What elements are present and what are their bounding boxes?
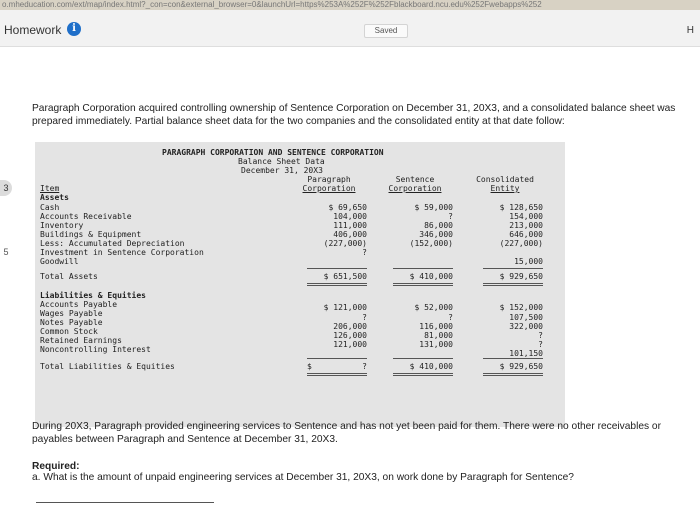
cell-sentence: 116,000: [419, 322, 453, 331]
cell-sentence: 81,000: [424, 331, 453, 340]
cell-paragraph: 206,000: [333, 322, 367, 331]
total-assets-paragraph: $ 651,500: [323, 272, 367, 281]
cell-consolidated: ?: [538, 340, 543, 349]
liabilities-header: Liabilities & Equities: [40, 291, 146, 300]
required-label: Required:: [32, 461, 80, 472]
rule: [393, 268, 453, 269]
rule: [307, 268, 367, 269]
rule: [307, 375, 367, 376]
header-right-text: H: [686, 25, 694, 36]
total-assets-consolidated: $ 929,650: [499, 272, 543, 281]
cell-consolidated: ?: [538, 331, 543, 340]
row-label: Common Stock: [40, 327, 98, 336]
problem-context: During 20X3, Paragraph provided engineering services to Sentence and has not yet been paid for them. There were no other receivables or payables between Paragraph and Sentence at December 31, 20X3.: [32, 421, 661, 445]
col-header-paragraph-sub: Corporation: [302, 184, 356, 193]
rule: [307, 358, 367, 359]
cell-consolidated: $ 128,650: [499, 203, 543, 212]
browser-url-strip: [0, 0, 700, 10]
col-header-sentence-sub: Corporation: [388, 184, 442, 193]
cell-paragraph: 126,000: [333, 331, 367, 340]
cell-paragraph: $ 121,000: [323, 303, 367, 312]
cell-consolidated: 15,000: [514, 257, 543, 266]
rule: [307, 285, 367, 286]
cell-sentence: $ 52,000: [414, 303, 453, 312]
problem-intro: Paragraph Corporation acquired controlling ownership of Sentence Corporation on December 31, 20X3, and a consolidated balance sheet was prepared immediately. Partial balance sheet data for the two companies and the consolidated entity at that date follow:: [32, 103, 676, 127]
cell-sentence: $ 59,000: [414, 203, 453, 212]
cell-consolidated: 646,000: [509, 230, 543, 239]
cell-paragraph: ?: [362, 313, 367, 322]
row-label: Accounts Receivable: [40, 212, 132, 221]
question-marker-5[interactable]: 5: [3, 247, 9, 257]
cell-paragraph: 104,000: [333, 212, 367, 221]
sheet-subtitle: Balance Sheet Data: [238, 157, 325, 166]
row-label: Cash: [40, 203, 60, 212]
rule: [393, 358, 453, 359]
rule: [393, 283, 453, 284]
row-label: Less: Accumulated Depreciation: [40, 239, 185, 248]
row-label: Noncontrolling Interest: [40, 345, 151, 354]
balance-sheet-image: [35, 142, 565, 427]
cell-consolidated: 213,000: [509, 221, 543, 230]
rule: [307, 283, 367, 284]
row-label: Notes Payable: [40, 318, 103, 327]
rule: [483, 373, 543, 374]
sheet-title: PARAGRAPH CORPORATION AND SENTENCE CORPORATION: [162, 148, 384, 157]
cell-consolidated: 107,500: [509, 313, 543, 322]
rule: [483, 358, 543, 359]
rule: [483, 375, 543, 376]
rule: [393, 375, 453, 376]
row-label: Investment in Sentence Corporation: [40, 248, 204, 257]
assets-header: Assets: [40, 193, 69, 202]
rule: [307, 373, 367, 374]
total-liabilities-paragraph-dollar: $: [307, 362, 312, 371]
total-liabilities-consolidated: $ 929,650: [499, 362, 543, 371]
cell-consolidated: $ 152,000: [499, 303, 543, 312]
total-liabilities-sentence: $ 410,000: [409, 362, 453, 371]
total-assets-label: Total Assets: [40, 272, 98, 281]
row-label: Retained Earnings: [40, 336, 122, 345]
col-header-sentence: Sentence: [395, 175, 435, 184]
cell-sentence: ?: [448, 313, 453, 322]
rule: [483, 283, 543, 284]
cell-consolidated: 154,000: [509, 212, 543, 221]
cell-paragraph: ?: [362, 248, 367, 257]
question-marker-3[interactable]: 3: [0, 180, 12, 196]
rule: [393, 285, 453, 286]
cell-sentence: 131,000: [419, 340, 453, 349]
sheet-date: December 31, 20X3: [241, 166, 323, 175]
info-icon[interactable]: i: [67, 22, 81, 36]
cell-paragraph: 111,000: [333, 221, 367, 230]
question-a: a. What is the amount of unpaid engineering services at December 31, 20X3, on work done by Paragraph for Sentence?: [32, 472, 574, 483]
cell-sentence: 346,000: [419, 230, 453, 239]
rule: [483, 268, 543, 269]
cell-sentence: ?: [448, 212, 453, 221]
cell-sentence: (152,000): [409, 239, 453, 248]
page-title: Homework: [4, 23, 62, 37]
col-header-item: Item: [40, 184, 60, 193]
cell-paragraph: (227,000): [323, 239, 367, 248]
cell-paragraph: 121,000: [333, 340, 367, 349]
cell-consolidated: 322,000: [509, 322, 543, 331]
cell-consolidated: 101,150: [509, 349, 543, 358]
row-label: Buildings & Equipment: [40, 230, 142, 239]
rule: [393, 373, 453, 374]
row-label: Goodwill: [40, 257, 79, 266]
cell-paragraph: $ 69,650: [328, 203, 367, 212]
total-liabilities-paragraph: ?: [362, 362, 367, 371]
answer-input[interactable]: [36, 502, 214, 503]
row-label: Accounts Payable: [40, 300, 118, 309]
rule: [483, 285, 543, 286]
col-header-paragraph: Paragraph: [307, 175, 351, 184]
row-label: Wages Payable: [40, 309, 103, 318]
col-header-consolidated-sub: Entity: [490, 184, 520, 193]
cell-paragraph: 406,000: [333, 230, 367, 239]
total-assets-sentence: $ 410,000: [409, 272, 453, 281]
saved-status-badge: Saved: [364, 24, 408, 38]
assignment-header: [0, 10, 700, 47]
total-liabilities-label: Total Liabilities & Equities: [40, 362, 175, 371]
cell-consolidated: (227,000): [499, 239, 543, 248]
url-text: o.mheducation.com/ext/map/index.html?_con=con&external_browser=0&launchUrl=https%253A%252F%252Fblackboard.ncu.edu%252Fwebapps%252: [2, 0, 542, 9]
cell-sentence: 86,000: [424, 221, 453, 230]
row-label: Inventory: [40, 221, 84, 230]
col-header-consolidated: Consolidated: [476, 175, 534, 184]
